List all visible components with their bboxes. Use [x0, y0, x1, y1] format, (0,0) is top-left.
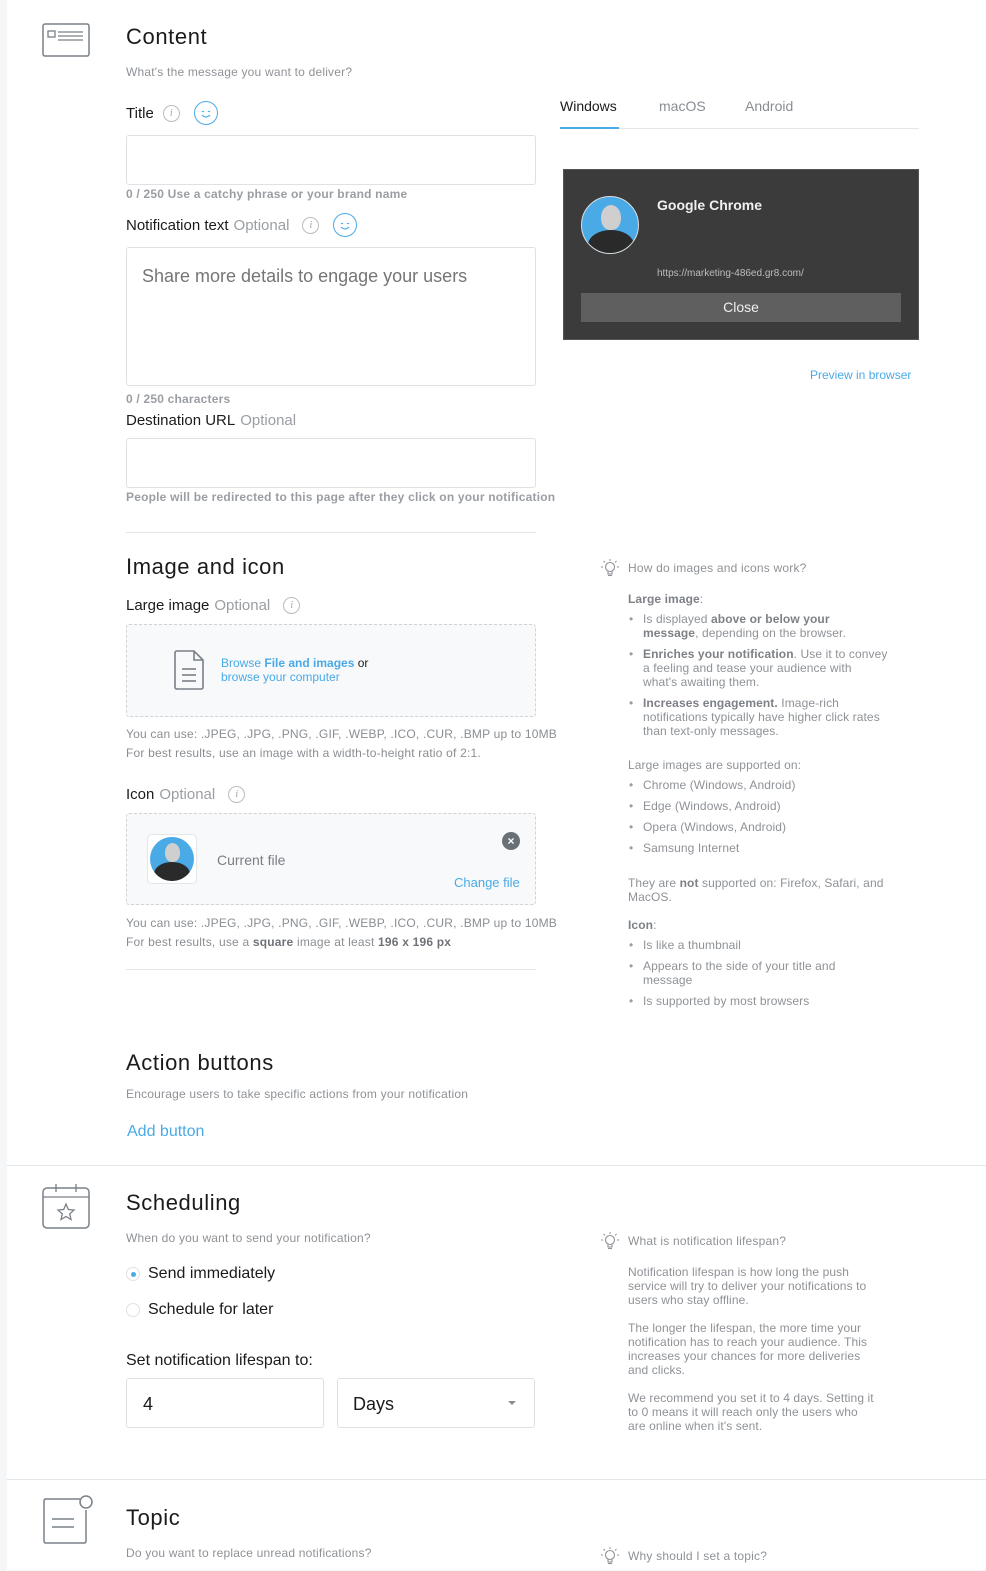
current-file-label: Current file — [217, 852, 286, 868]
icon-label: Icon Optional i — [126, 786, 245, 803]
help-point: • Is displayed above or below your message, depending on the browser. — [628, 612, 888, 640]
lifespan-help-title: What is notification lifespan? — [628, 1234, 787, 1248]
preview-avatar — [581, 196, 639, 254]
calendar-star-icon — [42, 1183, 90, 1234]
icon-thumbnail — [147, 834, 197, 884]
topic-heading: Topic — [126, 1505, 181, 1530]
change-file-link[interactable]: Change file — [454, 875, 520, 890]
remove-icon-button[interactable]: × — [502, 832, 520, 850]
large-image-dropzone[interactable]: Browse File and images or browse your computer — [126, 624, 536, 717]
schedule-later-label[interactable]: Schedule for later — [148, 1301, 274, 1318]
preview-app-name: Google Chrome — [657, 197, 763, 213]
scheduling-subtitle: When do you want to send your notification? — [126, 1231, 371, 1245]
lightbulb-icon — [600, 1546, 620, 1566]
send-immediately-label[interactable]: Send immediately — [148, 1265, 276, 1282]
preview-close-button[interactable]: Close — [581, 293, 901, 322]
action-buttons-subtitle: Encourage users to take specific actions from your notification — [126, 1087, 469, 1101]
icon-info-icon[interactable]: i — [228, 786, 245, 803]
active-tab-indicator — [560, 127, 619, 129]
notification-text-emoji-icon[interactable] — [333, 213, 357, 237]
scheduling-heading: Scheduling — [126, 1190, 241, 1215]
notification-text-input[interactable] — [126, 247, 536, 386]
destination-url-label: Destination URL Optional — [126, 412, 297, 429]
section-divider — [7, 1479, 986, 1480]
topic-subtitle: Do you want to replace unread notifications? — [126, 1546, 372, 1560]
page — [7, 0, 986, 1570]
notification-text-hint: 0 / 250 characters — [126, 392, 231, 406]
images-help-title: How do images and icons work? — [628, 561, 807, 575]
add-button-link[interactable]: Add button — [127, 1123, 205, 1140]
preview-url: https://marketing-486ed.gr8.com/ — [657, 268, 804, 279]
title-hint: 0 / 250 Use a catchy phrase or your brand name — [126, 187, 408, 201]
lifespan-help-body: Notification lifespan is how long the push service will try to deliver your notifications to users who stay offline. The longer the lifespan, the more time your notification has to reach your audience. This increases your chances for more deliveries and clicks. We recommend you set it to 4 days. Setting it to 0 means it will reach only the users who are online when it's sent. — [628, 1265, 874, 1433]
section-divider — [7, 1165, 986, 1166]
preview-in-browser-link[interactable]: Preview in browser — [810, 368, 912, 382]
send-immediately-radio[interactable] — [126, 1267, 140, 1281]
notification-text-info-icon[interactable]: i — [302, 217, 319, 234]
notification-text-label: Notification text Optional i — [126, 213, 357, 237]
title-emoji-icon[interactable] — [194, 101, 218, 125]
icon-hint-2: For best results, use a square image at least 196 x 196 px — [126, 935, 452, 949]
tab-android[interactable]: Android — [745, 98, 794, 114]
images-help-body: Large image: • Is displayed above or below your message, depending on the browser. • Enriches your notification. Use it to convey a feeling and tease your audience with what's awaiting them. • Increases engagement. Image-rich notifications typically have higher click rates than text-only messages. Large images are supported on: • Chrome (Windows, Android) • Edge (Windows, Android) • Opera (Windows, Android) • Samsung Internet They are not supported on: Firefox, Safari, and MacOS. Icon: • Is like a thumbnail • Appears to the side of your title and message • Is supported by most browsers — [628, 592, 888, 1015]
image-icon-divider — [126, 969, 536, 970]
title-input[interactable] — [126, 135, 536, 185]
help-point: • Enriches your notification. Use it to convey a feeling and tease your audience with what's awaiting them. — [628, 647, 888, 689]
topic-icon — [42, 1494, 94, 1551]
title-label: Title i — [126, 101, 218, 125]
schedule-later-radio[interactable] — [126, 1303, 140, 1317]
large-image-label: Large image Optional i — [126, 597, 300, 614]
large-image-info-icon[interactable]: i — [283, 597, 300, 614]
image-icon-heading: Image and icon — [126, 554, 285, 579]
lightbulb-icon — [600, 558, 620, 578]
chevron-down-icon — [508, 1401, 516, 1405]
icon-dropzone[interactable] — [126, 813, 536, 905]
lifespan-label: Set notification lifespan to: — [126, 1352, 313, 1369]
large-image-hint-1: You can use: .JPEG, .JPG, .PNG, .GIF, .WEBP, .ICO, .CUR, .BMP up to 10MB — [126, 727, 557, 741]
browse-computer-link[interactable]: browse your computer — [221, 670, 340, 684]
action-buttons-heading: Action buttons — [126, 1050, 274, 1075]
document-icon — [174, 650, 204, 695]
content-heading: Content — [126, 24, 208, 49]
lifespan-unit-select[interactable]: Days — [337, 1378, 535, 1428]
help-point: • Increases engagement. Image-rich notifications typically have higher click rates than text-only messages. — [628, 696, 888, 738]
destination-url-hint: People will be redirected to this page after they click on your notification — [126, 490, 556, 504]
destination-url-input[interactable] — [126, 438, 536, 488]
notification-preview — [563, 169, 919, 340]
content-subtitle: What's the message you want to deliver? — [126, 65, 353, 79]
lifespan-value-input[interactable]: 4 — [126, 1378, 324, 1428]
browse-files-link[interactable]: Browse File and images — [221, 656, 355, 670]
content-divider — [126, 532, 536, 533]
large-image-hint-2: For best results, use an image with a width-to-height ratio of 2:1. — [126, 746, 481, 760]
tab-windows[interactable]: Windows — [560, 98, 617, 114]
tab-macos[interactable]: macOS — [659, 98, 706, 114]
title-info-icon[interactable]: i — [163, 105, 180, 122]
content-section-icon — [42, 23, 90, 62]
icon-hint-1: You can use: .JPEG, .JPG, .PNG, .GIF, .WEBP, .ICO, .CUR, .BMP up to 10MB — [126, 916, 557, 930]
topic-help-title[interactable]: Why should I set a topic? — [628, 1549, 768, 1563]
lightbulb-icon — [600, 1231, 620, 1251]
